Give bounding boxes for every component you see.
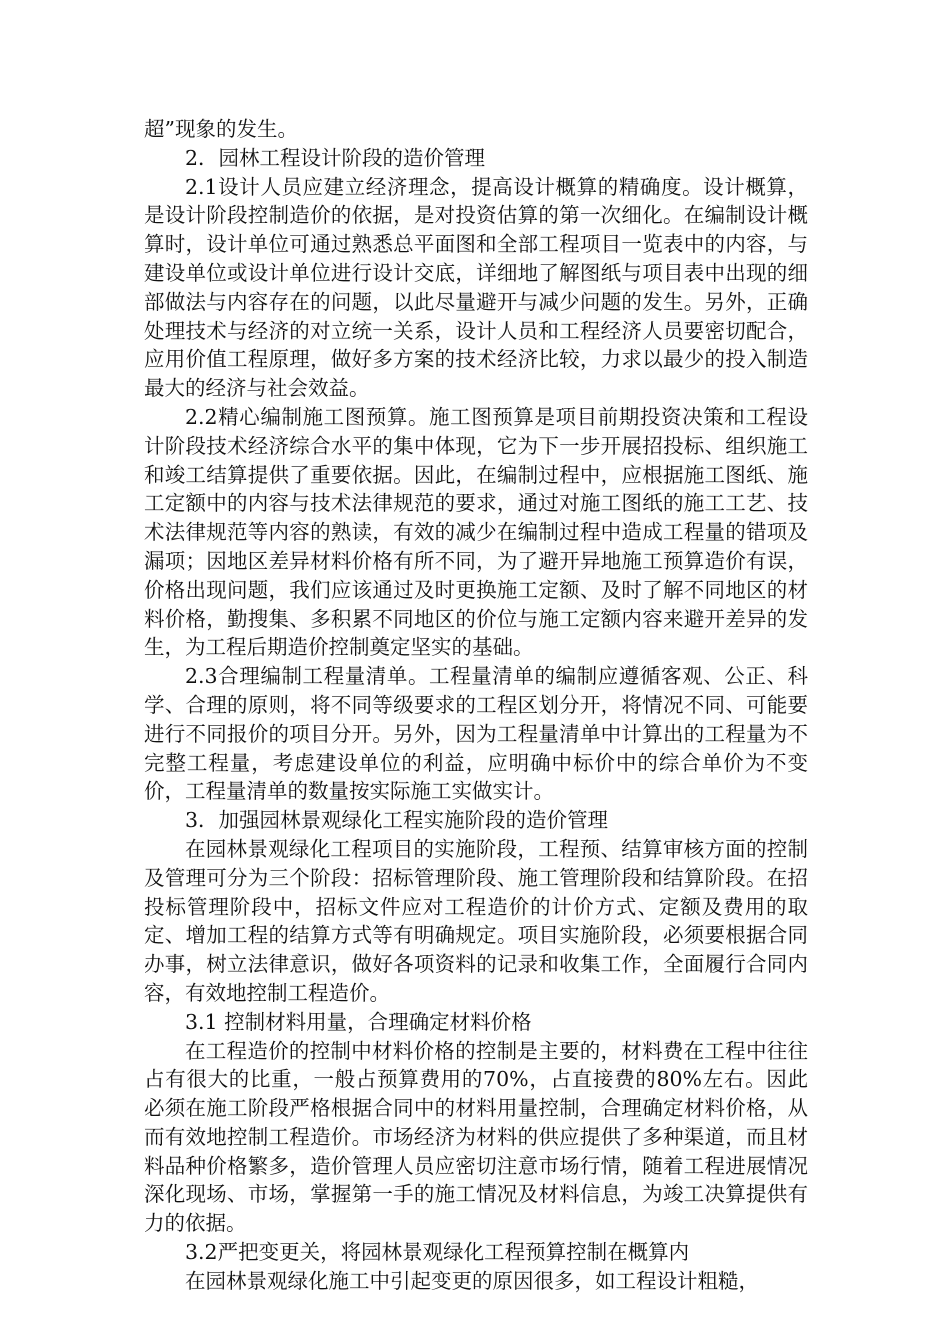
paragraph-continuation: 超”现象的发生。 (144, 117, 298, 141)
section-heading-2: 2．园林工程设计阶段的造价管理 (185, 145, 486, 170)
paragraph-2-2: 2.2精心编制施工图预算。施工图预算是项目前期投资决策和工程设计阶段技术经济综合水平的集中体现，它为下一步开展招投标、组织施工和竣工结算提供了重要依据。因此，在编制过程中，应根据施工图纸、施工定额中的内容与技术法律规范的要求，通过对施工图纸的施工工艺、技术法律规范等内容的熟读，有效的减少在编制过程中造成工程量的错项及漏项；因地区差异材料价格有所不同，为了避开异地施工预算造价有误，价格出现问题，我们应该通过及时更换施工定额、及时了解不同地区的材料价格，勤搜集、多积累不同地区的价位与施工定额内容来避开差异的发生，为工程后期造价控制奠定坚实的基础。 (144, 404, 808, 660)
paragraph-2-3: 2.3合理编制工程量清单。工程量清单的编制应遵循客观、公正、科学、合理的原则，将不同等级要求的工程区划分开，将情况不同、可能要进行不同报价的项目分开。另外，因为工程量清单中计算出的工程量为不完整工程量，考虑建设单位的利益，应明确中标价中的综合单价为不变价，工程量清单的数量按实际施工实做实计。 (144, 664, 808, 804)
subheading-3-1: 3.1 控制材料用量，合理确定材料价格 (185, 1009, 532, 1034)
document-body (144, 115, 808, 1296)
paragraph-3-1: 在工程造价的控制中材料价格的控制是主要的，材料费在工程中往往占有很大的比重，一般占预算费用的70%，占直接费的80%左右。因此必须在施工阶段严格根据合同中的材料用量控制，合理确定材料价格，从而有效地控制工程造价。市场经济为材料的供应提供了多种渠道，而且材料品种价格繁多，造价管理人员应密切注意市场行情，随着工程进展情况深化现场、市场，掌握第一手的施工情况及材料信息，为竣工决算提供有力的依据。 (144, 1038, 808, 1236)
paragraph-3-2: 在园林景观绿化施工中引起变更的原因很多，如工程设计粗糙， (185, 1268, 759, 1293)
paragraph-3-intro: 在园林景观绿化工程项目的实施阶段，工程预、结算审核方面的控制及管理可分为三个阶段：招标管理阶段、施工管理阶段和结算阶段。在招投标管理阶段中，招标文件应对工程造价的计价方式、定额及费用的取定、增加工程的结算方式等有明确规定。项目实施阶段，必须要根据合同办事，树立法律意识，做好各项资料的记录和收集工作，全面履行合同内容，有效地控制工程造价。 (144, 836, 808, 1005)
section-heading-3: 3．加强园林景观绿化工程实施阶段的造价管理 (185, 808, 609, 833)
subheading-3-2: 3.2严把变更关，将园林景观绿化工程预算控制在概算内 (185, 1240, 690, 1265)
paragraph-2-1: 2.1设计人员应建立经济理念，提高设计概算的精确度。设计概算，是设计阶段控制造价的依据，是对投资估算的第一次细化。在编制设计概算时，设计单位可通过熟悉总平面图和全部工程项目一览表中的内容，与建设单位或设计单位进行设计交底，详细地了解图纸与项目表中出现的细部做法与内容存在的问题，以此尽量避开与减少问题的发生。另外，正确处理技术与经济的对立统一关系，设计人员和工程经济人员要密切配合，应用价值工程原理，做好多方案的技术经济比较，力求以最少的投入制造最大的经济与社会效益。 (144, 174, 808, 401)
